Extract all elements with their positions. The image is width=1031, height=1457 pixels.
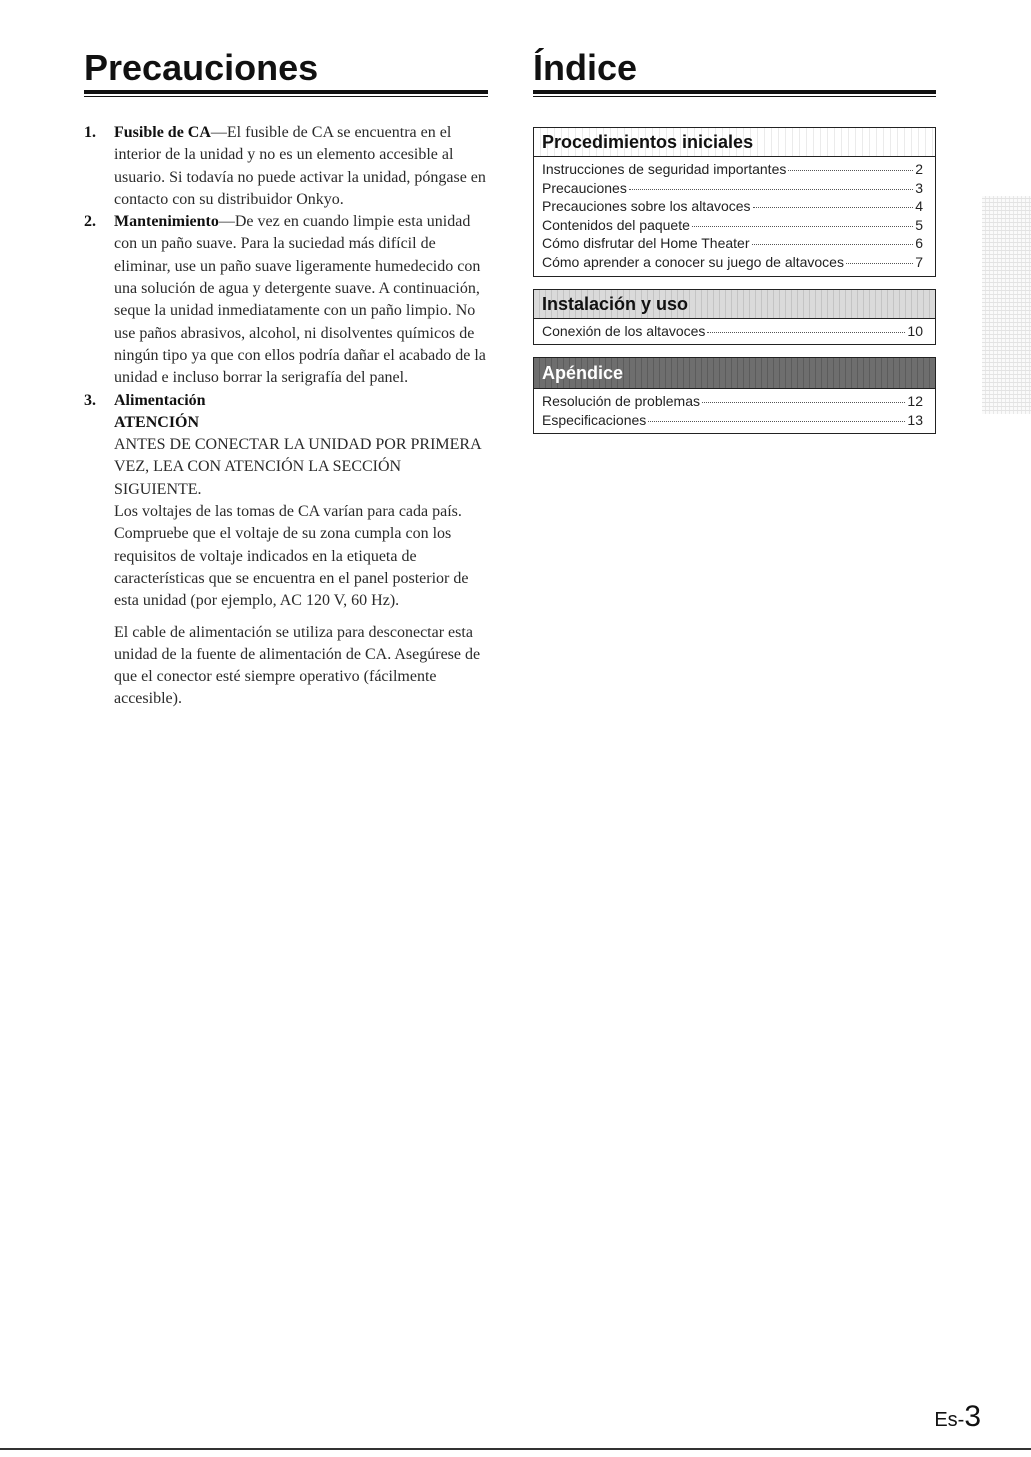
toc-section-installation [533, 289, 936, 346]
toc-entry-label: Cómo disfrutar del Home Theater [542, 235, 750, 252]
page-number-prefix: Es- [934, 1409, 965, 1431]
toc-entry[interactable] [542, 179, 923, 198]
toc-section-header: Apéndice [534, 358, 935, 388]
toc-entry[interactable] [542, 322, 923, 341]
toc-entry-list [534, 318, 935, 345]
toc-entry-label: Conexión de los altavoces [542, 322, 706, 339]
toc-entry-page: 6 [915, 235, 923, 252]
dot-leader [702, 402, 905, 403]
toc-entry[interactable] [542, 253, 923, 272]
left-heading-rule [84, 90, 488, 94]
dot-leader [707, 332, 905, 333]
toc-section-getting-started [533, 127, 936, 277]
item-text-2: El cable de alimentación se utiliza para desconectar esta unidad de la fuente de alimentación de CA. Asegúrese de que el conector esté siempre operativo (fácilmente accesible). [114, 623, 481, 708]
toc-section-appendix [533, 357, 936, 434]
dot-leader [753, 207, 914, 208]
toc-entry-list [534, 388, 935, 433]
precaution-item-fuse [84, 122, 488, 211]
item-title: Fusible de CA [114, 124, 211, 141]
side-thumb-tab [982, 196, 1031, 414]
toc-entry-page: 13 [907, 411, 923, 428]
toc-entry-page: 10 [907, 322, 923, 339]
precaution-item-power [84, 390, 488, 711]
page-number-value: 3 [964, 1400, 981, 1433]
item-body [114, 211, 488, 389]
toc-entry[interactable] [542, 411, 923, 430]
precauciones-heading: Precauciones [84, 47, 319, 88]
toc-entry-label: Especificaciones [542, 411, 647, 428]
toc-entry-page: 7 [915, 253, 923, 270]
precaution-item-maintenance [84, 211, 488, 389]
item-number: 3. [84, 391, 96, 409]
item-title: Mantenimiento [114, 213, 219, 231]
item-text: —De vez en cuando limpie esta unidad con un paño suave. Para la suciedad más difícil de eliminar, use un paño suave ligeramente humedecido con una solución de agua y detergente suave. A continuación, seque la unidad inmediatamente con un paño limpio. No use paños abrasivos, alcohol, ni disolventes químicos de ningún tipo ya que con ellos podría dañar el acabado de la unidad e incluso borrar la serigrafía del panel. [114, 213, 486, 387]
item-number: 1. [84, 124, 96, 141]
toc-entry-list [534, 156, 935, 276]
toc-entry-page: 3 [915, 179, 923, 196]
item-text: —El fusible de CA se encuentra en el interior de la unidad y no es un elemento accesible al usuario. Si todavía no puede activar la unidad, póngase en contacto con su distribuidor Onkyo. [114, 124, 486, 208]
toc-entry-page: 12 [907, 393, 923, 410]
item-caps-text: ANTES DE CONECTAR LA UNIDAD POR PRIMERA VEZ, LEA CON ATENCIÓN LA SECCIÓN SIGUIENTE. [114, 436, 481, 498]
toc-entry[interactable] [542, 392, 923, 411]
toc-section-header: Procedimientos iniciales [534, 128, 935, 156]
toc-section-header: Instalación y uso [534, 290, 935, 318]
dot-leader [788, 170, 913, 171]
dot-leader [752, 244, 914, 245]
toc-entry-label: Instrucciones de seguridad importantes [542, 161, 787, 177]
toc-entry[interactable] [542, 234, 923, 253]
item-title-line [114, 390, 488, 412]
toc-entry[interactable] [542, 160, 923, 179]
dot-leader [629, 189, 913, 190]
right-heading-rule [533, 90, 936, 94]
item-number: 2. [84, 213, 96, 231]
toc-entry[interactable] [542, 197, 923, 216]
item-subtitle: ATENCIÓN [114, 413, 200, 431]
item-text: Los voltajes de las tomas de CA varían para cada país. Compruebe que el voltaje de su zona cumpla con los requisitos de voltaje indicados en la etiqueta de características que se encuentra en el panel posterior de esta unidad (por ejemplo, AC 120 V, 60 Hz). [114, 503, 469, 610]
item-title: Alimentación [114, 391, 206, 409]
toc-entry-label: Resolución de problemas [542, 393, 700, 410]
toc-entry-page: 2 [915, 161, 923, 177]
precautions-list [84, 122, 488, 711]
page-number [934, 1400, 981, 1434]
toc-entry-label: Cómo aprender a conocer su juego de altavoces [542, 253, 844, 270]
toc-entry[interactable] [542, 216, 923, 235]
dot-leader [692, 226, 913, 227]
table-of-contents [533, 127, 936, 446]
indice-heading: Índice [533, 47, 638, 88]
item-subtitle-line [114, 412, 488, 434]
dot-leader [846, 263, 913, 264]
bottom-rule [0, 1448, 1031, 1450]
toc-entry-label: Precauciones [542, 179, 627, 196]
toc-entry-label: Precauciones sobre los altavoces [542, 198, 751, 215]
dot-leader [648, 421, 905, 422]
item-body [114, 122, 488, 211]
toc-entry-label: Contenidos del paquete [542, 216, 690, 233]
toc-entry-page: 5 [915, 216, 923, 233]
toc-entry-page: 4 [915, 198, 923, 215]
